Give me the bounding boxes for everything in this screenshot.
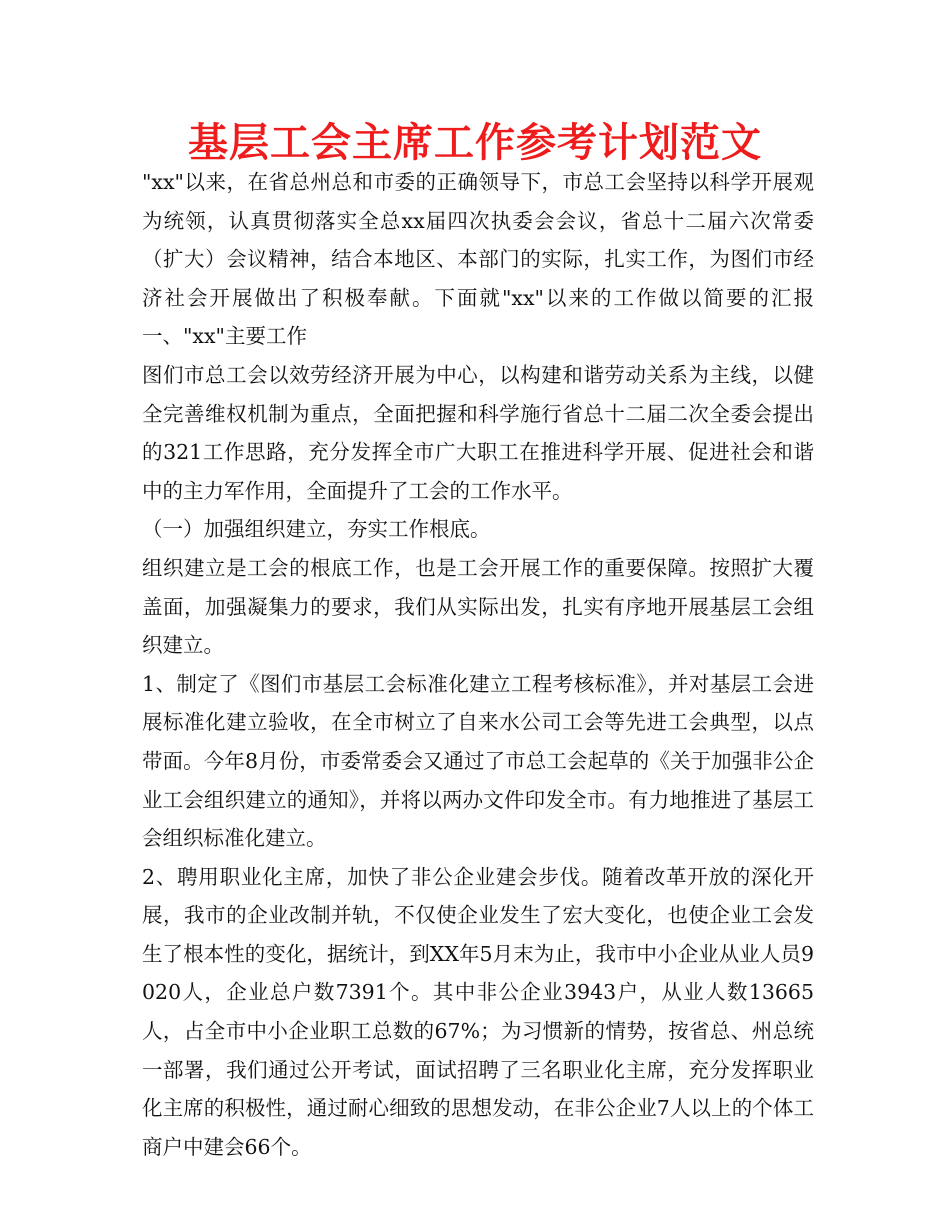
- paragraph-item-2: 2、聘用职业化主席，加快了非公企业建会步伐。随着改革开放的深化开展，我市的企业改制并轨，不仅使企业发生了宏大变化，也使企业工会发生了根本性的变化，据统计，到XX年5月末为止，我市中小企业从业人员9020人，企业总户数7391个。其中非公企业3943户，从业人数13665人，占全市中小企业职工总数的67%；为习惯新的情势，按省总、州总统一部署，我们通过公开考试，面试招聘了三名职业化主席，充分发挥职业化主席的积极性，通过耐心细致的思想发动，在非公企业7人以上的个体工商户中建会66个。: [142, 864, 814, 1159]
- paragraph-overview: 图们市总工会以效劳经济开展为中心，以构建和谐劳动关系为主线，以健全完善维权机制为重点，全面把握和科学施行省总十二届二次全委会提出的321工作思路，充分发挥全市广大职工在推进科学开展、促进社会和谐中的主力军作用，全面提升了工会的工作水平。: [142, 362, 814, 503]
- paragraph-intro: "xx"以来，在省总州总和市委的正确领导下，市总工会坚持以科学开展观为统领，认真贯彻落实全总xx届四次执委会会议，省总十二届六次常委（扩大）会议精神，结合本地区、本部门的实际，扎实工作，为图们市经济社会开展做出了积极奉献。下面就"xx"以来的工作做以简要的汇报一、"xx"主要工作: [142, 170, 814, 349]
- section-heading: （一）加强组织建立，夯实工作根底。: [142, 517, 491, 542]
- paragraph-organization: 组织建立是工会的根底工作，也是工会开展工作的重要保障。按照扩大覆盖面，加强凝集力的要求，我们从实际出发，扎实有序地开展基层工会组织建立。: [142, 555, 814, 658]
- document-title: 基层工会主席工作参考计划范文: [188, 120, 762, 166]
- paragraph-item-1: 1、制定了《图们市基层工会标准化建立工程考核标准》，并对基层工会进展标准化建立验收，在全市树立了自来水公司工会等先进工会典型，以点带面。今年8月份，市委常委会又通过了市总工会起草的《关于加强非公企业工会组织建立的通知》，并将以两办文件印发全市。有力地推进了基层工会组织标准化建立。: [142, 671, 814, 851]
- document-body: [142, 163, 814, 1166]
